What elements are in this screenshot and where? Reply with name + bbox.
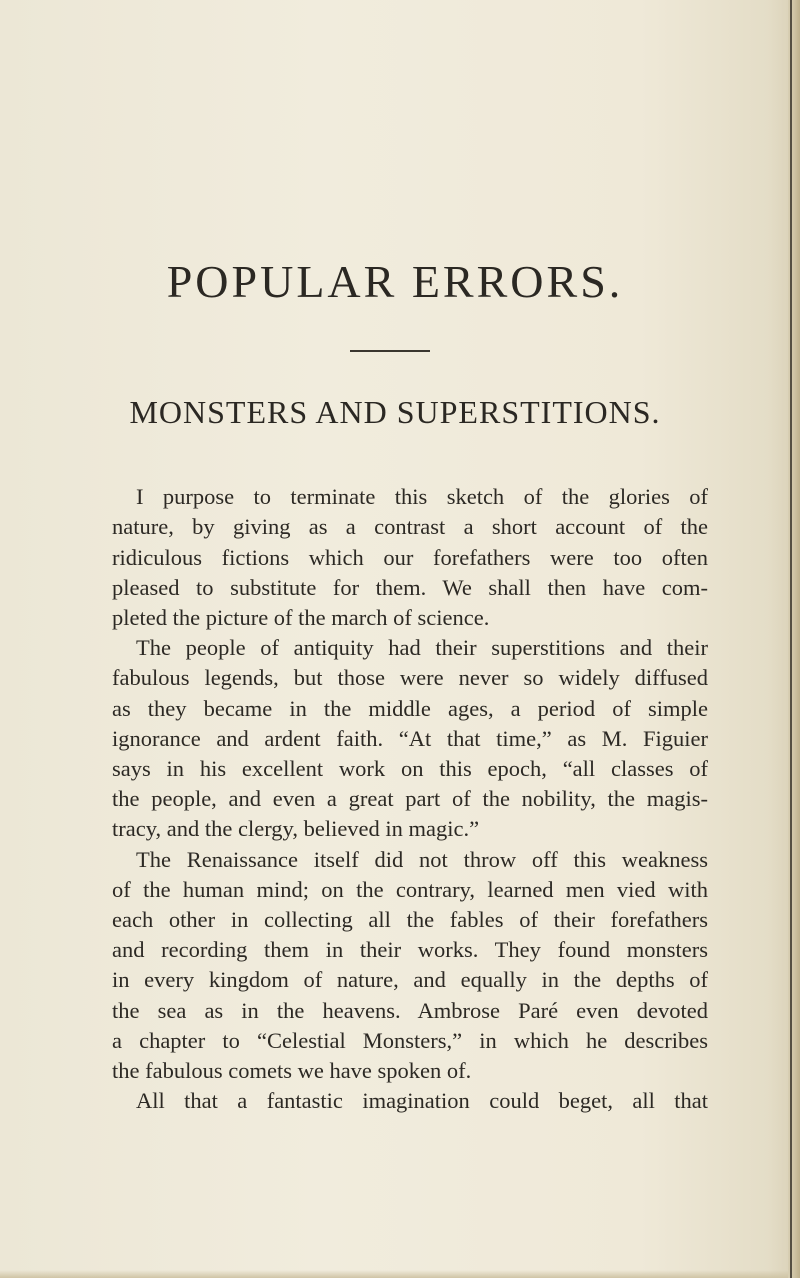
text-line: as they became in the middle ages, a period of simple	[112, 696, 708, 721]
text-line: I purpose to terminate this sketch of the glories of	[136, 484, 708, 509]
text-line: The Renaissance itself did not throw off this weakness	[136, 847, 708, 872]
text-line: The people of antiquity had their superstitions and their	[136, 635, 708, 660]
text-line: ridiculous fictions which our forefathers were too often	[112, 545, 708, 570]
text-line: pleted the picture of the march of science.	[112, 605, 490, 630]
text-line: ignorance and ardent faith. “At that time,” as M. Figuier	[112, 726, 708, 751]
text-line: says in his excellent work on this epoch, “all classes of	[112, 756, 708, 781]
text-line: the people, and even a great part of the nobility, the magis-	[112, 786, 708, 811]
title-divider	[350, 350, 430, 352]
text-line: in every kingdom of nature, and equally in the depths of	[112, 967, 708, 992]
text-line: the fabulous comets we have spoken of.	[112, 1058, 472, 1083]
text-line: of the human mind; on the contrary, learned men vied with	[112, 877, 708, 902]
text-line: All that a fantastic imagination could beget, all that	[136, 1088, 708, 1113]
text-line: each other in collecting all the fables of their forefathers	[112, 907, 708, 932]
text-line: a chapter to “Celestial Monsters,” in which he describes	[112, 1028, 708, 1053]
binding-line	[790, 0, 792, 1278]
text-line: the sea as in the heavens. Ambrose Paré even devoted	[112, 998, 708, 1023]
text-line: fabulous legends, but those were never so widely diffused	[112, 665, 708, 690]
page-bottom-edge	[0, 1270, 800, 1278]
page-title: POPULAR ERRORS.	[166, 256, 624, 307]
text-line: nature, by giving as a contrast a short account of the	[112, 514, 708, 539]
chapter-heading: MONSTERS AND SUPERSTITIONS.	[129, 394, 661, 430]
text-line: and recording them in their works. They found monsters	[112, 937, 708, 962]
text-line: tracy, and the clergy, believed in magic.”	[112, 816, 480, 841]
text-line: pleased to substitute for them. We shall then have com-	[112, 575, 708, 600]
